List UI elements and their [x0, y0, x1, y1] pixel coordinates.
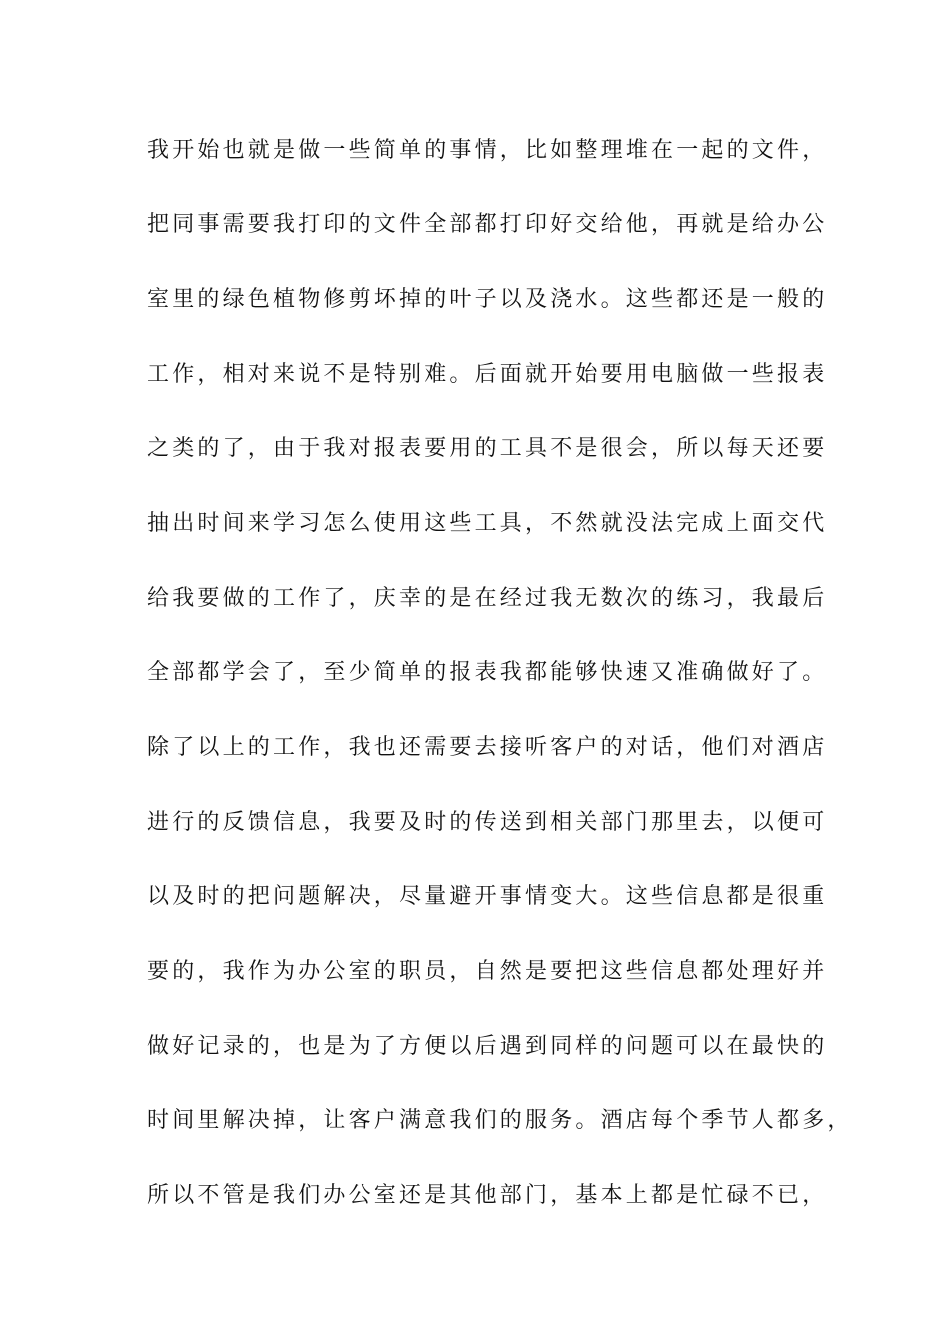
- text-line: 时间里解决掉，让客户满意我们的服务。酒店每个季节人都多，: [147, 1108, 853, 1133]
- text-line: 全部都学会了，至少简单的报表我都能够快速又准确做好了。: [147, 660, 828, 685]
- text-line: 除了以上的工作，我也还需要去接听客户的对话，他们对酒店: [147, 735, 828, 760]
- text-line: 进行的反馈信息，我要及时的传送到相关部门那里去，以便可: [147, 810, 828, 835]
- text-line: 室里的绿色植物修剪坏掉的叶子以及浇水。这些都还是一般的: [147, 287, 828, 312]
- text-line: 我开始也就是做一些简单的事情，比如整理堆在一起的文件，: [147, 138, 828, 163]
- text-line: 所以不管是我们办公室还是其他部门，基本上都是忙碌不已，: [147, 1183, 828, 1208]
- text-line: 把同事需要我打印的文件全部都打印好交给他，再就是给办公: [147, 212, 828, 237]
- text-line: 要的，我作为办公室的职员，自然是要把这些信息都处理好并: [147, 959, 828, 984]
- text-line: 做好记录的，也是为了方便以后遇到同样的问题可以在最快的: [147, 1034, 828, 1059]
- text-line: 给我要做的工作了，庆幸的是在经过我无数次的练习，我最后: [147, 586, 828, 611]
- text-line: 以及时的把问题解决，尽量避开事情变大。这些信息都是很重: [147, 884, 828, 909]
- text-line: 工作，相对来说不是特别难。后面就开始要用电脑做一些报表: [147, 362, 828, 387]
- text-line: 之类的了，由于我对报表要用的工具不是很会，所以每天还要: [147, 436, 828, 461]
- text-line: 抽出时间来学习怎么使用这些工具，不然就没法完成上面交代: [147, 511, 828, 536]
